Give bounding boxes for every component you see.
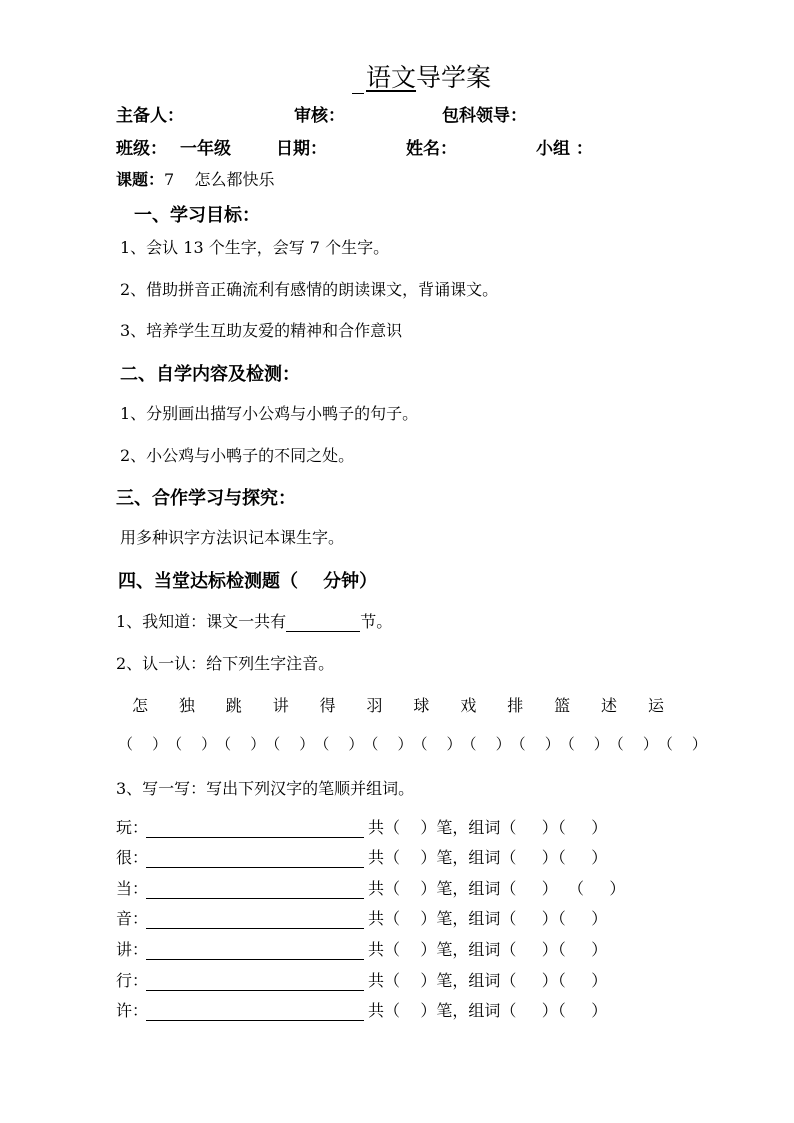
class-label: 班级： [116, 139, 167, 159]
pinyin-blank[interactable]: （ ） [412, 735, 462, 753]
pinyin-blank[interactable]: （ ） [314, 735, 364, 753]
pinyin-blank[interactable]: （ ） [118, 735, 168, 753]
question-1-text: 1、我知道：课文一共有 [116, 612, 287, 631]
preparer-label: 主备人： [116, 106, 184, 126]
character-list [118, 693, 678, 716]
leader-label: 包科领导： [442, 106, 527, 126]
stroke-row [116, 845, 607, 868]
stroke-char: 行： [116, 971, 149, 990]
stroke-tail: 共（ ）笔，组词（ ）（ ） [368, 971, 608, 990]
title-subject: 语文 [366, 63, 417, 92]
character: 讲 [272, 696, 289, 715]
date-label: 日期： [276, 139, 327, 159]
section-2-item: 1、分别画出描写小公鸡与小鸭子的句子。 [120, 404, 419, 423]
stroke-line[interactable] [146, 1002, 364, 1021]
section-2-heading: 二、自学内容及检测： [120, 364, 300, 385]
pinyin-blanks [118, 733, 707, 754]
character: 排 [507, 696, 524, 715]
stroke-char: 音： [116, 909, 149, 928]
pinyin-blank[interactable]: （ ） [167, 735, 217, 753]
pinyin-blank[interactable]: （ ） [559, 735, 609, 753]
pinyin-blank[interactable]: （ ） [657, 735, 707, 753]
stroke-tail: 共（ ）笔，组词（ ）（ ） [368, 1001, 608, 1020]
stroke-char: 讲： [116, 940, 149, 959]
page-title [352, 58, 491, 94]
question-1 [116, 609, 392, 632]
name-label: 姓名： [406, 139, 457, 159]
section-3-heading: 三、合作学习与探究： [116, 488, 296, 509]
group-label: 小组 ： [536, 139, 593, 159]
stroke-row [116, 937, 607, 960]
stroke-tail: 共（ ）笔，组词（ ）（ ） [368, 818, 608, 837]
pinyin-blank[interactable]: （ ） [216, 735, 266, 753]
stroke-tail: 共（ ）笔，组词（ ）（ ） [368, 909, 608, 928]
section-1-heading: 一、学习目标： [134, 205, 260, 226]
question-1-suffix: 节。 [360, 612, 393, 631]
stroke-line[interactable] [146, 910, 364, 929]
stroke-row [116, 968, 607, 991]
section-3-item: 用多种识字方法识记本课生字。 [120, 528, 345, 547]
stroke-char: 许： [116, 1001, 149, 1020]
reviewer-label: 审核： [294, 106, 345, 126]
pinyin-blank[interactable]: （ ） [510, 735, 560, 753]
character: 怎 [131, 696, 148, 715]
stroke-tail: 共（ ）笔，组词（ ）（ ） [368, 848, 608, 867]
topic-line [116, 167, 275, 190]
stroke-tail: 共（ ）笔，组词（ ） （ ） [368, 879, 626, 898]
stroke-row [116, 815, 607, 838]
section-4-heading: 四、当堂达标检测题（ 分钟） [118, 571, 378, 592]
section-2-item: 2、小公鸡与小鸭子的不同之处。 [120, 446, 355, 465]
stroke-line[interactable] [146, 880, 364, 899]
character: 球 [413, 696, 430, 715]
pinyin-blank[interactable]: （ ） [363, 735, 413, 753]
stroke-line[interactable] [146, 972, 364, 991]
question-2: 2、认一认：给下列生字注音。 [116, 654, 335, 673]
section-1-item: 2、借助拼音正确流利有感情的朗读课文，背诵课文。 [120, 280, 499, 299]
character: 述 [601, 696, 618, 715]
character: 运 [647, 696, 664, 715]
stroke-line[interactable] [146, 819, 364, 838]
class-value: 一年级 [180, 139, 231, 159]
pinyin-blank[interactable]: （ ） [265, 735, 315, 753]
pinyin-blank[interactable]: （ ） [608, 735, 658, 753]
stroke-row [116, 876, 625, 899]
character: 得 [319, 696, 336, 715]
stroke-line[interactable] [146, 941, 364, 960]
character: 篮 [554, 696, 571, 715]
stroke-char: 当： [116, 879, 149, 898]
stroke-line[interactable] [146, 849, 364, 868]
stroke-row [116, 906, 607, 929]
topic-value: 7 怎么都快乐 [164, 170, 275, 189]
character: 戏 [460, 696, 477, 715]
title-rest: 导学案 [416, 63, 492, 92]
pinyin-blank[interactable]: （ ） [461, 735, 511, 753]
character: 跳 [225, 696, 242, 715]
stroke-row [116, 998, 607, 1021]
topic-label: 课题： [116, 170, 165, 189]
stroke-char: 玩： [116, 818, 149, 837]
character: 羽 [366, 696, 383, 715]
stroke-char: 很： [116, 848, 149, 867]
question-3: 3、写一写：写出下列汉字的笔顺并组词。 [116, 779, 415, 798]
section-1-item: 1、会认 13 个生字，会写 7 个生字。 [120, 238, 390, 257]
section-1-item: 3、培养学生互助友爱的精神和合作意识 [120, 321, 403, 340]
stroke-tail: 共（ ）笔，组词（ ）（ ） [368, 940, 608, 959]
question-1-blank[interactable] [286, 614, 360, 632]
character: 独 [178, 696, 195, 715]
title-underline-lead [352, 71, 364, 94]
